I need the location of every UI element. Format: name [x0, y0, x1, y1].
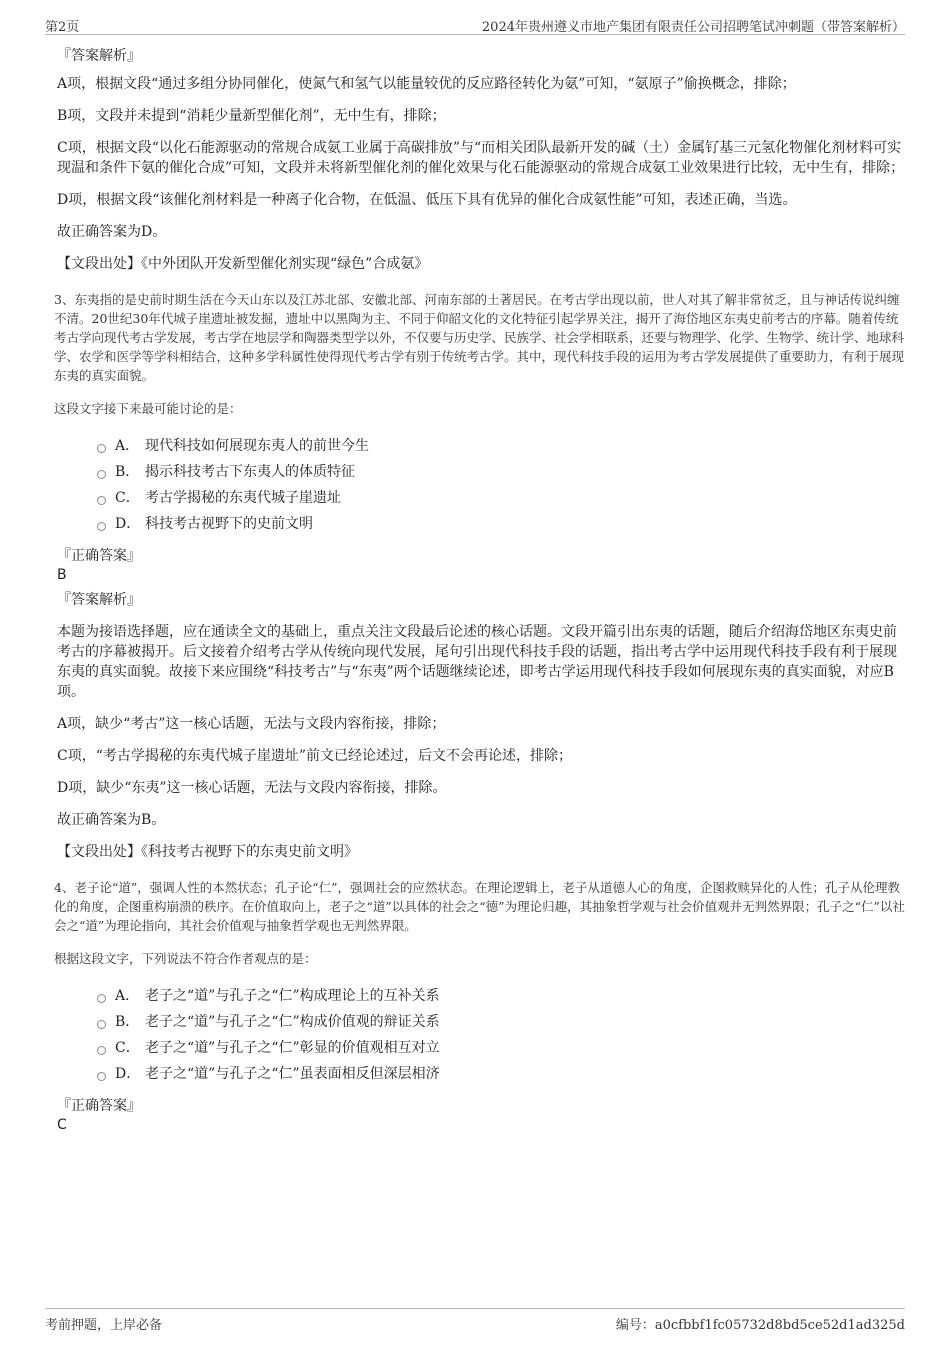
- footer-slogan: 考前押题，上岸必备: [45, 1318, 163, 1333]
- option-letter: C．: [115, 1040, 140, 1056]
- option-letter: D．: [115, 516, 141, 532]
- option-text: 考古学揭秘的东夷代城子崖遗址: [145, 490, 341, 506]
- page-header: [45, 14, 905, 35]
- option-letter: A．: [115, 438, 140, 454]
- option-letter: B．: [115, 464, 140, 480]
- q2-analysis-line-b: B项，文段并未提到“消耗少量新型催化剂”，无中生有，排除；: [57, 108, 446, 124]
- q3-prompt: 这段文字接下来最可能讨论的是：: [54, 401, 242, 416]
- option-text: 现代科技如何展现东夷人的前世今生: [145, 438, 369, 454]
- option-letter: B．: [115, 1014, 140, 1030]
- option-text: 老子之“道”与孔子之“仁”彰显的价值观相互对立: [145, 1040, 440, 1056]
- q3-analysis-line-c: C项，“考古学揭秘的东夷代城子崖遗址”前文已经论述过，后文不会再论述，排除；: [57, 748, 573, 764]
- q3-option-a[interactable]: [97, 436, 907, 462]
- option-text: 老子之“道”与孔子之“仁”构成理论上的互补关系: [145, 988, 440, 1004]
- q3-options: [97, 436, 907, 540]
- radio-icon[interactable]: [97, 1072, 106, 1081]
- q3-analysis-conclusion: 故正确答案为B。: [57, 812, 166, 828]
- q4-answer-label: 『正确答案』: [57, 1098, 141, 1114]
- option-letter: C．: [115, 490, 140, 506]
- q3-option-b[interactable]: [97, 462, 907, 488]
- page-footer: [45, 1308, 905, 1333]
- option-letter: A．: [115, 988, 140, 1004]
- option-text: 老子之“道”与孔子之“仁”构成价值观的辩证关系: [145, 1014, 440, 1030]
- page-content: [54, 46, 907, 1140]
- q3-passage: 3、东夷指的是史前时期生活在今天山东以及江苏北部、安徽北部、河南东部的土著居民。在考古学出现以前，世人对其了解非常贫乏，且与神话传说纠缠不清。20世纪30年代城子崖遗址被发掘，遗址中以黑陶为主、不同于仰韶文化的文化特征引起学界关注，揭开了海岱地区东夷史前考古的序幕。随着传统考古学向现代考古学发展，考古学在地层学和陶器类型学以外，不仅要与历史学、民族学、社会学相联系，还要与物理学、化学、生物学、统计学、地球科学、农学和医学等学科相结合，这种多学科属性使得现代考古学有别于传统考古学。其中，现代科技手段的运用为考古学发展提供了重要助力，有利于展现东夷的真实面貌。: [54, 292, 905, 383]
- document-title: 2024年贵州遵义市地产集团有限责任公司招聘笔试冲刺题（带答案解析）: [481, 20, 905, 35]
- q4-answer: C: [57, 1117, 67, 1133]
- q3-answer: B: [57, 567, 67, 583]
- radio-icon[interactable]: [97, 444, 106, 453]
- q3-analysis-main: 本题为接语选择题，应在通读全文的基础上，重点关注文段最后论述的核心话题。文段开篇引出东夷的话题，随后介绍海岱地区东夷史前考古的序幕被揭开。后文接着介绍考古学从传统向现代发展，尾句引出现代科技手段的话题，指出考古学中运用现代科技手段有利于展现东夷的真实面貌。故接下来应围绕“科技考古”与“东夷”两个话题继续论述，即考古学运用现代科技手段如何展现东夷的真实面貌，对应B项。: [57, 624, 897, 700]
- option-text: 揭示科技考古下东夷人的体质特征: [145, 464, 355, 480]
- radio-icon[interactable]: [97, 470, 106, 479]
- q2-analysis-line-d: D项，根据文段“该催化剂材料是一种离子化合物，在低温、低压下具有优异的催化合成氨性能”可知，表述正确，当选。: [57, 192, 797, 208]
- option-text: 科技考古视野下的史前文明: [145, 516, 313, 532]
- q2-analysis-conclusion: 故正确答案为D。: [57, 224, 167, 240]
- q2-source: 【文段出处】《中外团队开发新型催化剂实现“绿色”合成氨》: [57, 256, 429, 272]
- q2-analysis-line-c: C项，根据文段“以化石能源驱动的常规合成氨工业属于高碳排放”与“而相关团队最新开发的碱（土）金属钌基三元氢化物催化剂材料可实现温和条件下氨的催化合成”可知，文段并未将新型催化剂的催化效果与化石能源驱动的常规合成氨工业效果进行比较，无中生有，排除；: [57, 140, 905, 176]
- option-text: 老子之“道”与孔子之“仁”虽表面相反但深层相济: [145, 1066, 440, 1082]
- q3-option-c[interactable]: [97, 488, 907, 514]
- radio-icon[interactable]: [97, 994, 106, 1003]
- q2-analysis-line-a: A项，根据文段“通过多组分协同催化，使氮气和氢气以能量较优的反应路径转化为氨”可知，“氨原子”偷换概念，排除；: [57, 76, 796, 92]
- q4-option-b[interactable]: [97, 1012, 907, 1038]
- q3-analysis-line-a: A项，缺少“考古”这一核心话题，无法与文段内容衔接，排除；: [57, 716, 446, 732]
- q2-analysis-label: 『答案解析』: [57, 48, 141, 64]
- q4-option-d[interactable]: [97, 1064, 907, 1090]
- q4-prompt: 根据这段文字，下列说法不符合作者观点的是：: [54, 951, 317, 966]
- q3-option-d[interactable]: [97, 514, 907, 540]
- option-letter: D．: [115, 1066, 141, 1082]
- q3-answer-label: 『正确答案』: [57, 548, 141, 564]
- q4-option-c[interactable]: [97, 1038, 907, 1064]
- radio-icon[interactable]: [97, 496, 106, 505]
- q4-option-a[interactable]: [97, 986, 907, 1012]
- q4-passage: 4、老子论“道”，强调人性的本然状态；孔子论“仁”，强调社会的应然状态。在理论逻辑上，老子从道德人心的角度，企图救赎异化的人性；孔子从伦理教化的角度，企图重构崩溃的秩序。在价值取向上，老子之“道”以具体的社会之“德”为理论归趣，其抽象哲学观与社会价值观并无判然界限；孔子之“仁”以社会之“道”为理论指向，其社会价值观与抽象哲学观也无判然界限。: [54, 880, 905, 933]
- footer-serial-number: 编号：a0cfbbf1fc05732d8bd5ce52d1ad325d: [615, 1318, 905, 1333]
- radio-icon[interactable]: [97, 1046, 106, 1055]
- q4-options: [97, 986, 907, 1090]
- q3-source: 【文段出处】《科技考古视野下的东夷史前文明》: [57, 844, 358, 860]
- q3-analysis-line-d: D项，缺少“东夷”这一核心话题，无法与文段内容衔接，排除。: [57, 780, 447, 796]
- page-number: 第2页: [45, 20, 80, 35]
- radio-icon[interactable]: [97, 1020, 106, 1029]
- radio-icon[interactable]: [97, 522, 106, 531]
- q3-analysis-label: 『答案解析』: [57, 592, 141, 608]
